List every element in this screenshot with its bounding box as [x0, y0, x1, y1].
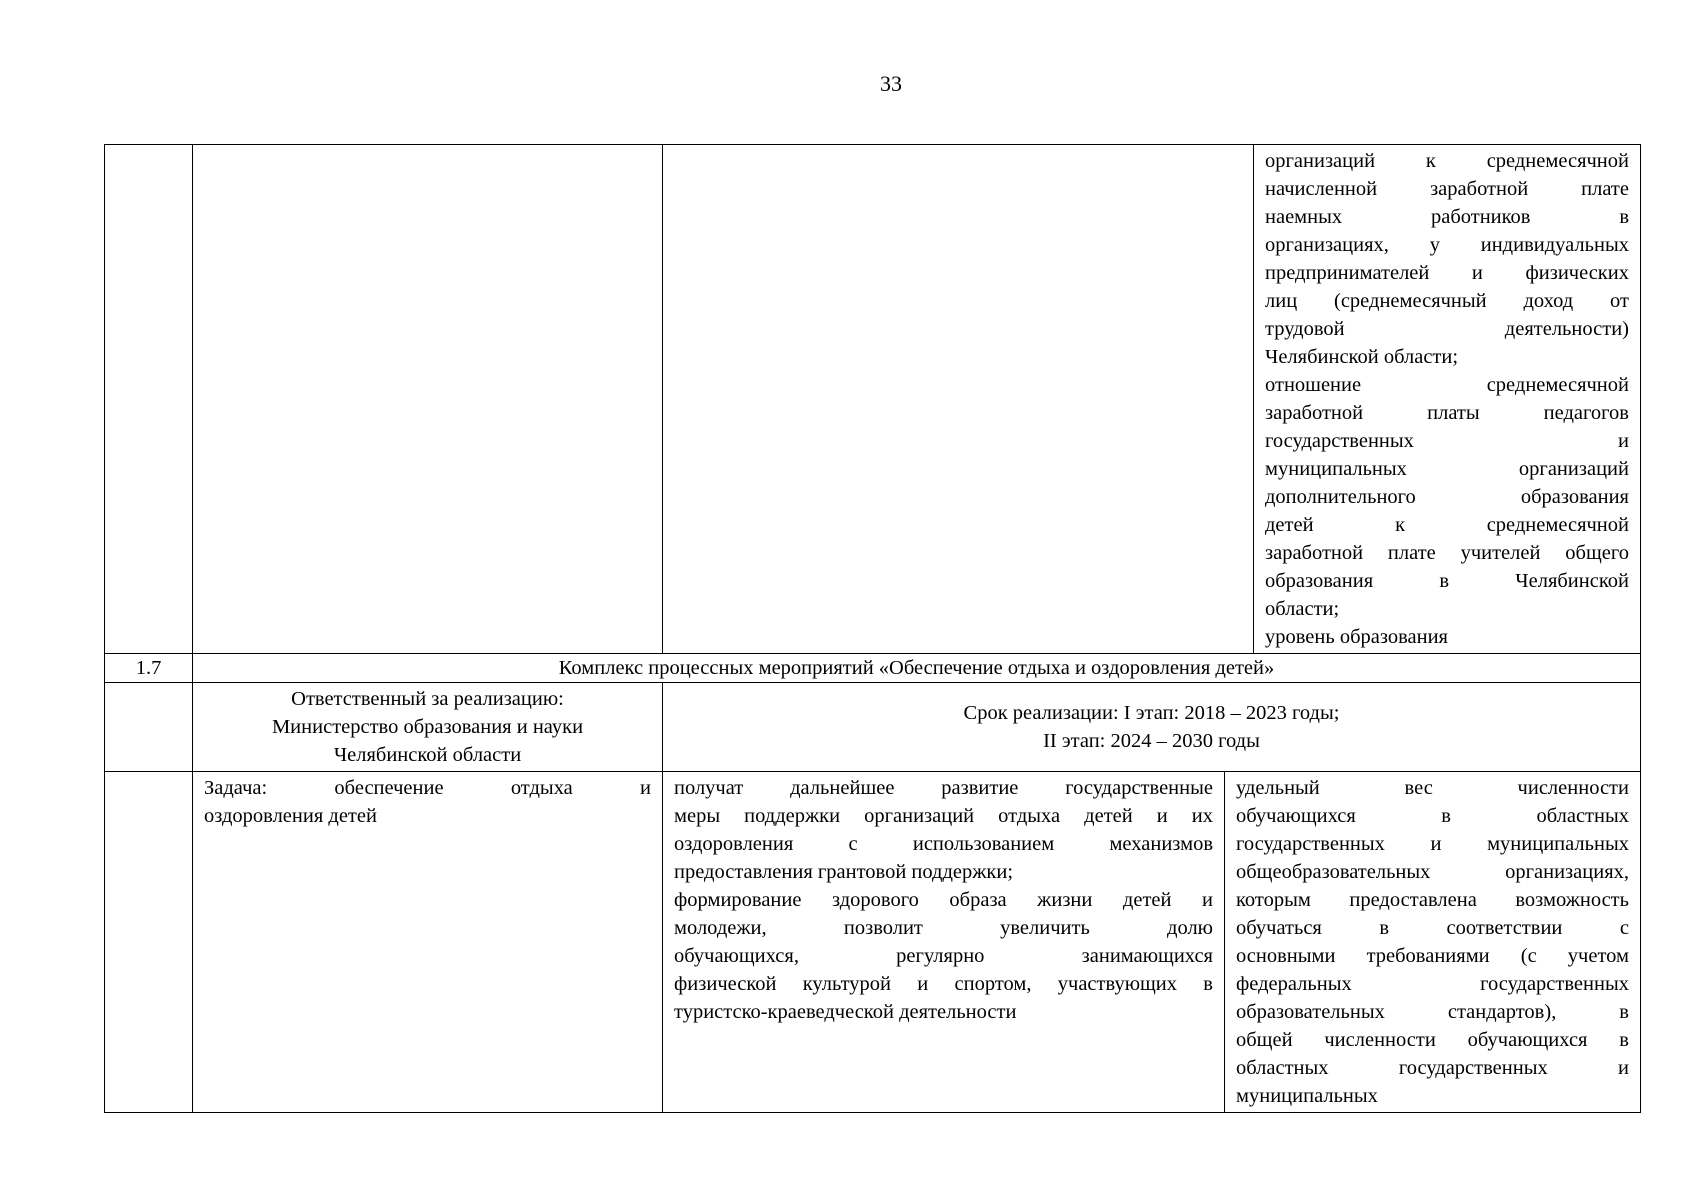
text-line: области;	[1265, 598, 1340, 620]
text-line: основными требованиями (с учетом	[1236, 945, 1629, 967]
text-line: оздоровления детей	[204, 805, 377, 827]
text-line: физической культурой и спортом, участвующих в	[674, 973, 1213, 995]
text-line: обучающихся, регулярно занимающихся	[674, 945, 1213, 967]
cell-results-empty	[663, 145, 1254, 654]
responsible-line: Министерство образования и науки	[271, 716, 584, 738]
task-text	[204, 774, 651, 830]
text-line: муниципальных	[1236, 1085, 1378, 1107]
text-line: меры поддержки организаций отдыха детей и их	[674, 805, 1213, 827]
table-row-section-heading	[105, 654, 1641, 683]
text-line: отношение среднемесячной	[1265, 374, 1629, 396]
task-cell	[193, 772, 663, 1113]
text-line: заработной платы педагогов	[1265, 402, 1629, 424]
text-line: которым предоставлена возможность	[1236, 889, 1629, 911]
text-line: наемных работников в	[1265, 206, 1629, 228]
text-line: молодежи, позволит увеличить долю	[674, 917, 1213, 939]
text-line: Челябинской области;	[1265, 346, 1459, 368]
cell-task-empty	[193, 145, 663, 654]
text-line: формирование здорового образа жизни детей и	[674, 889, 1213, 911]
cell-indicators-continuation	[1254, 145, 1641, 654]
text-line: предпринимателей и физических	[1265, 262, 1629, 284]
cell-number-empty	[105, 145, 193, 654]
text-line: государственных и муниципальных	[1236, 833, 1629, 855]
text-line: туристско-краеведческой деятельности	[674, 1001, 1017, 1023]
text-line: обучаться в соответствии с	[1236, 917, 1629, 939]
term-cell	[663, 683, 1641, 772]
text-line: лиц (среднемесячный доход от	[1265, 290, 1629, 312]
text-line: общеобразовательных организациях,	[1236, 861, 1629, 883]
text-line: предоставления грантовой поддержки;	[674, 861, 1014, 883]
text-line: организаций к среднемесячной	[1265, 150, 1629, 172]
indicators-text	[1236, 774, 1629, 1110]
text-line: заработной плате учителей общего	[1265, 542, 1629, 564]
text-line: обучающихся в областных	[1236, 805, 1629, 827]
text-line: детей к среднемесячной	[1265, 514, 1629, 536]
text-line: трудовой деятельности)	[1265, 318, 1629, 340]
text-line: федеральных государственных	[1236, 973, 1629, 995]
program-table	[104, 144, 1641, 1113]
section-title: Комплекс процессных мероприятий «Обеспечение отдыха и оздоровления детей»	[193, 654, 1641, 683]
results-cell	[663, 772, 1225, 1113]
text-line: областных государственных и	[1236, 1057, 1629, 1079]
cell-number-empty	[105, 772, 193, 1113]
text-line: муниципальных организаций	[1265, 458, 1629, 480]
text-line: общей численности обучающихся в	[1236, 1029, 1629, 1051]
table-row-continuation	[105, 145, 1641, 654]
text-line: начисленной заработной плате	[1265, 178, 1629, 200]
text-line: образования в Челябинской	[1265, 570, 1629, 592]
section-number: 1.7	[105, 654, 193, 683]
responsible-line: Челябинской области	[333, 744, 522, 766]
indicators-text	[1265, 147, 1629, 651]
table-row-responsible	[105, 683, 1641, 772]
text-line: дополнительного образования	[1265, 486, 1629, 508]
term-line: II этап: 2024 – 2030 годы	[1043, 730, 1260, 752]
text-line: уровень образования	[1265, 626, 1448, 648]
text-line: Задача: обеспечение отдыха и	[204, 777, 651, 799]
text-line: государственных и	[1265, 430, 1629, 452]
responsible-line: Ответственный за реализацию:	[291, 688, 564, 710]
text-line: оздоровления с использованием механизмов	[674, 833, 1213, 855]
term-line: Срок реализации: I этап: 2018 – 2023 годы;	[963, 702, 1340, 724]
indicators-cell	[1225, 772, 1641, 1113]
responsible-cell	[193, 683, 663, 772]
page-number: 33	[880, 71, 902, 96]
text-line: образовательных стандартов), в	[1236, 1001, 1629, 1023]
cell-number-empty	[105, 683, 193, 772]
table-row-task	[105, 772, 1641, 1113]
text-line: организациях, у индивидуальных	[1265, 234, 1629, 256]
text-line: удельный вес численности	[1236, 777, 1629, 799]
results-text	[674, 774, 1213, 1026]
text-line: получат дальнейшее развитие государственные	[674, 777, 1213, 799]
